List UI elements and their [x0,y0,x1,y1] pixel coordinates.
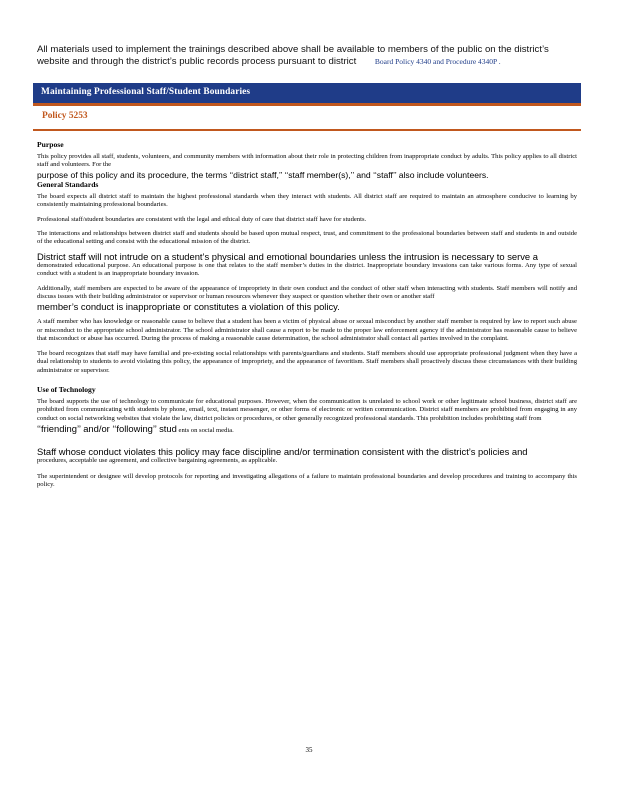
intro-text: All materials used to implement the trainings described above shall be available to members of the public on the district’s website and through the district’s public records process pursuant to district [37,44,549,67]
intrusion-paragraph: demonstrated educational purpose. An educational purpose is one that relates to the staff member’s duties in the district. Inappropriate boundary invasions can take various forms. Any type of sexual conduct with a student is an inappropriate boundary invasion. [37,261,577,278]
policy-number: Policy 5253 [42,111,88,121]
appearance-statement: member’s conduct is inappropriate or constitutes a violation of this policy. [37,301,340,313]
intro-paragraph [37,44,577,68]
discipline-paragraph: procedures, acceptable use agreement, and collective bargaining agreements, as applicable. [37,456,278,464]
superintendent-paragraph: The superintendent or designee will develop protocols for reporting and investigating allegations of a failure to maintain professional boundaries and develop procedures and training to accompany this policy. [37,472,577,489]
purpose-paragraph-continued: purpose of this policy and its procedure, the terms ‘‘district staff,’’ ‘‘staff member(s),’’ and ‘‘staff’’ also include volunteers. [37,169,489,180]
technology-heading: Use of Technology [37,384,96,394]
appearance-paragraph: Additionally, staff members are expected to be aware of the appearance of impropriety in their own conduct and the conduct of other staff when interacting with students. Staff members will notify and discuss issues with their building administrator or supervisor or human resources whenever they suspect or question whether their own or another staff [37,284,577,301]
friending-phrase-tail: ents on social media. [178,427,234,435]
banner-title: Maintaining Professional Staff/Student Boundaries [41,87,251,97]
discipline-statement: Staff whose conduct violates this policy may face discipline and/or termination consistent with the district’s policies and [37,445,528,457]
purpose-paragraph: This policy provides all staff, students, volunteers, and community members with information about their role in protecting children from inappropriate conduct by adults. This policy applies to all district staff and volunteers. For the [37,153,577,169]
reporting-paragraph: A staff member who has knowledge or reasonable cause to believe that a student has been a victim of physical abuse or sexual misconduct by another staff member is required by law to report such abuse or misconduct to the appropriate school administrator. The school administrator shall cause a report to be made to the proper law enforcement agency if the administrator has reasonable cause to believe that misconduct or abuse has occurred. During the process of making a reasonable cause determination, the school administrator shall contact all parties involved in the complaint. [37,318,577,343]
policy-body [37,140,577,490]
page-number: 35 [305,746,313,754]
general-standards-heading: General Standards [37,179,99,189]
purpose-heading: Purpose [37,140,64,149]
friending-phrase: ‘‘friending’’ and/or ‘‘following’’ stud [37,423,177,435]
intrusion-statement: District staff will not intrude on a student’s physical and emotional boundaries unless the intrusion is necessary to serve a [37,250,538,262]
general-paragraph-1: The board expects all district staff to maintain the highest professional standards when they interact with students. All district staff are required to maintain an atmosphere conducive to learning by consistently maintaining professional boundaries. [37,192,577,209]
technology-line-end [37,423,577,435]
general-paragraph-2: Professional staff/student boundaries are consistent with the legal and ethical duty of care that district staff have for students. [37,215,367,223]
familial-paragraph: The board recognizes that staff may have familial and pre-existing social relationships with parents/guardians and students. Staff members should use appropriate professional judgment when they have a dual relationship to students to avoid violating this policy, the appearance of impropriety, and the appearance of favoritism. Staff members shall proactively discuss these circumstances with their building administrator or supervisor. [37,349,577,374]
policy-reference-link[interactable]: Board Policy 4340 and Procedure 4340P . [374,57,501,66]
divider-rule [33,129,581,131]
technology-paragraph: The board supports the use of technology to communicate for educational purposes. However, when the communication is unrelated to school work or other legitimate school business, district staff are prohibited from communicating with students by phone, email, text, instant messenger, or other forms of electronic or written communication. District staff members are prohibited from engaging in any conduct on social networking websites that violate the law, district policies or procedures, or other generally recognized professional standards. This prohibition includes prohibiting staff from [37,397,577,422]
general-paragraph-3: The interactions and relationships between district staff and students should be based upon mutual respect, trust, and commitment to the professional boundaries between staff and students in and outside of the educational setting and consist with the educational mission of the district. [37,230,577,246]
section-banner [33,83,581,106]
